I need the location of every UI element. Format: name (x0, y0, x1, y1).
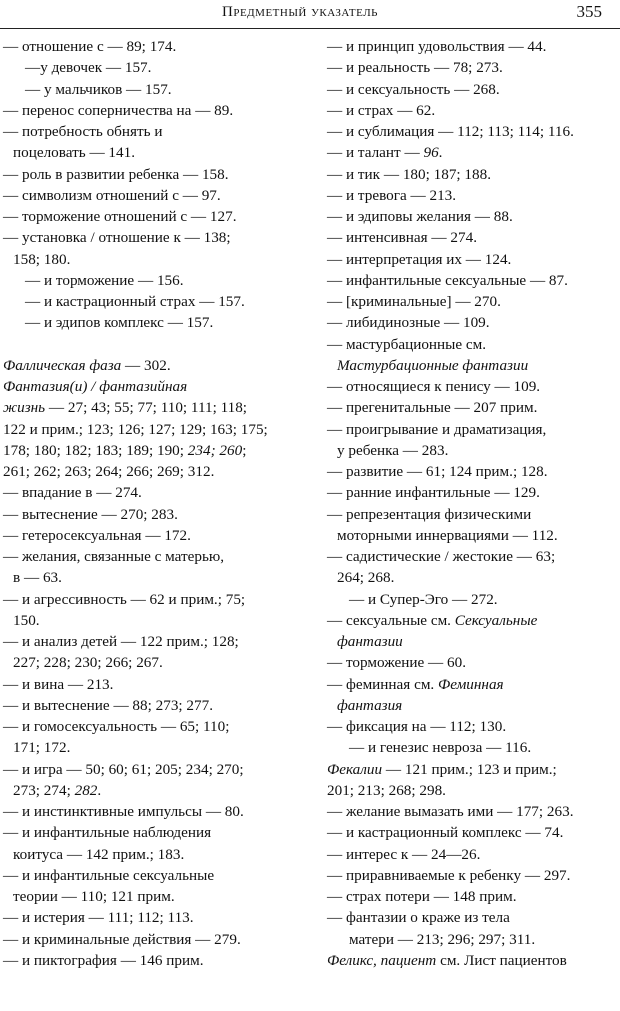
index-entry-italic: Фекалии (327, 760, 383, 778)
index-entry: в — 63. (13, 569, 62, 587)
index-entry-italic: Феликс, пациент (327, 951, 437, 969)
index-entry: — и инфантильные сексуальные (3, 866, 215, 884)
index-entry: — торможение — 60. (327, 654, 467, 672)
index-entry: — и агрессивность — 62 и прим.; 75; (3, 590, 246, 608)
index-entry: — и инстинктивные импульсы — 80. (3, 803, 244, 820)
index-entry: — инфантильные сексуальные — 87. (327, 271, 568, 289)
index-entry-italic: 282 (74, 781, 98, 799)
index-entry: — впадание в — 274. (3, 484, 142, 502)
index-entry: — фиксация на — 112; 130. (327, 718, 507, 735)
index-entry (327, 950, 617, 971)
index-entry-italic: Мастурбационные фантазии (337, 356, 529, 374)
index-entry: 227; 228; 230; 266; 267. (13, 654, 163, 672)
index-column-right (327, 36, 617, 971)
index-entry-italic: 234; 260 (187, 441, 243, 459)
index-entry: — мастурбационные см. (327, 335, 487, 353)
index-column-left (3, 36, 308, 971)
index-entry: 261; 262; 263; 264; 266; 269; 312. (3, 463, 215, 480)
index-entry: — [криминальные] — 270. (327, 293, 501, 310)
page-header (0, 0, 620, 32)
index-entry-part: . (97, 781, 102, 799)
index-entry: — и пиктография — 146 прим. (3, 951, 204, 969)
index-entry (3, 376, 308, 397)
index-entry: — и криминальные действия — 279. (3, 930, 241, 948)
index-entry: — приравниваемые к ребенку — 297. (327, 866, 571, 884)
index-entry-part: — и талант — (327, 144, 424, 162)
index-entry: — желания, связанные с матерью, (3, 548, 225, 565)
index-entry: — потребность обнять и (3, 123, 163, 140)
index-entry: — и кастрационный комплекс — 74. (327, 824, 564, 842)
index-entry: — установка / отношение к — 138; (3, 229, 231, 247)
index-entry-part: 178; 180; 182; 183; 189; 190; (3, 441, 188, 459)
index-entry (327, 631, 617, 652)
index-entry: 201; 213; 268; 298. (327, 781, 446, 799)
index-entry: — прегенитальные — 207 прим. (327, 399, 538, 417)
index-entry: — и вина — 213. (3, 675, 114, 693)
index-entry: — и эдиповы желания — 88. (327, 208, 513, 225)
index-entry: — и анализ детей — 122 прим.; 128; (3, 633, 239, 650)
index-entry: — и тревога — 213. (327, 186, 457, 204)
index-entry-italic: Фаллическая фаза (3, 356, 122, 374)
index-entry: — роль в развитии ребенка — 158. (3, 165, 229, 183)
index-entry (327, 695, 617, 716)
index-entry (327, 355, 617, 376)
running-title: Предметный указатель (222, 4, 378, 20)
index-entry-part: см. Лист пациентов (436, 951, 567, 969)
index-entry: — и эдипов комплекс — 157. (25, 314, 214, 332)
index-entry: — и сублимация — 112; 113; 114; 116. (327, 123, 574, 140)
index-entry: — и Супер-Эго — 272. (349, 590, 498, 608)
index-entry (3, 355, 308, 376)
index-entry: — страх потери — 148 прим. (327, 888, 517, 905)
index-entry-part: — феминная см. (327, 675, 439, 693)
index-entry-italic: фантазия (337, 696, 403, 714)
index-entry: — и тик — 180; 187; 188. (327, 165, 492, 183)
index-entry: 264; 268. (337, 569, 395, 587)
index-entry-italic: Феминная (438, 675, 504, 693)
index-entry-part: — сексуальные см. (327, 611, 455, 629)
index-entry: — и торможение — 156. (25, 271, 184, 289)
index-entry (3, 397, 308, 418)
index-entry: — перенос соперничества на — 89. (3, 101, 234, 119)
index-entry: моторными иннервациями — 112. (337, 526, 558, 544)
index-entry: — торможение отношений с — 127. (3, 208, 237, 225)
index-entry: — развитие — 61; 124 прим.; 128. (327, 463, 548, 480)
index-entry: —у девочек — 157. (25, 59, 152, 77)
index-entry-part: . (438, 144, 443, 162)
index-entry: — садистические / жестокие — 63; (327, 548, 556, 565)
header-rule (0, 28, 620, 29)
index-entry: — и страх — 62. (327, 101, 436, 119)
index-entry: 171; 172. (13, 739, 71, 757)
index-entry: теории — 110; 121 прим. (13, 888, 175, 905)
index-entry: — символизм отношений с — 97. (3, 186, 221, 204)
index-entry: — интерпретация их — 124. (327, 250, 512, 268)
page-number: 355 (576, 2, 602, 21)
index-entry: матери — 213; 296; 297; 311. (349, 930, 536, 948)
index-entry: — либидинозные — 109. (327, 314, 490, 332)
index-entry: — и сексуальность — 268. (327, 80, 500, 98)
index-entry: — проигрывание и драматизация, (327, 420, 547, 438)
index-entry-part: ; (242, 441, 247, 459)
index-entry-italic: Сексуальные (454, 611, 538, 629)
index-entry (3, 780, 308, 801)
index-section-gap (3, 334, 308, 355)
index-entry: — интерес к — 24—26. (327, 845, 481, 863)
index-entry: коитуса — 142 прим.; 183. (13, 845, 185, 863)
index-entry: поцеловать — 141. (13, 144, 136, 162)
index-entry: — интенсивная — 274. (327, 229, 477, 247)
index-entry (327, 759, 617, 780)
index-entry: — фантазии о краже из тела (327, 909, 510, 927)
index-entry: у ребенка — 283. (337, 441, 449, 459)
index-entry: — и инфантильные наблюдения (3, 824, 212, 842)
index-entry: — гетеросексуальная — 172. (3, 526, 191, 544)
index-entry (327, 610, 617, 631)
index-entry: 150. (13, 611, 40, 629)
index-entry: — ранние инфантильные — 129. (327, 484, 540, 502)
index-entry-part: — 27; 43; 55; 77; 110; 111; 118; (45, 399, 248, 417)
index-entry: — относящиеся к пенису — 109. (327, 378, 541, 395)
index-entry: — и игра — 50; 60; 61; 205; 234; 270; (3, 760, 244, 778)
index-entry: — и вытеснение — 88; 273; 277. (3, 696, 214, 714)
index-entry: — и истерия — 111; 112; 113. (3, 909, 194, 927)
index-entry-part: — 302. (121, 356, 171, 374)
index-entry-part: — 121 прим.; 123 и прим.; (382, 760, 557, 778)
index-entry (327, 142, 617, 163)
index-entry: — желание вымазать ими — 177; 263. (327, 803, 574, 820)
index-entry (327, 674, 617, 695)
index-entry: — и генезис невроза — 116. (349, 739, 532, 757)
index-entry-italic: жизнь (3, 399, 46, 417)
index-entry: — и гомосексуальность — 65; 110; (3, 718, 230, 735)
index-entry-part: 273; 274; (13, 781, 75, 799)
index-entry: — репрезентация физическими (327, 505, 532, 523)
index-entry: — и принцип удовольствия — 44. (327, 38, 547, 55)
index-entry: — вытеснение — 270; 283. (3, 505, 178, 523)
index-entry: 158; 180. (13, 250, 71, 268)
index-entry: 122 и прим.; 123; 126; 127; 129; 163; 175; (3, 420, 268, 438)
index-entry: — и реальность — 78; 273. (327, 59, 503, 77)
index-entry: — отношение с — 89; 174. (3, 38, 177, 55)
index-entry (3, 440, 308, 461)
index-entry-italic: 96 (423, 144, 439, 162)
index-entry-italic: Фантазия(и) / фантазийная (3, 378, 188, 395)
index-entry-italic: фантазии (337, 633, 403, 650)
index-entry: — у мальчиков — 157. (25, 80, 172, 98)
index-entry: — и кастрационный страх — 157. (25, 293, 245, 310)
